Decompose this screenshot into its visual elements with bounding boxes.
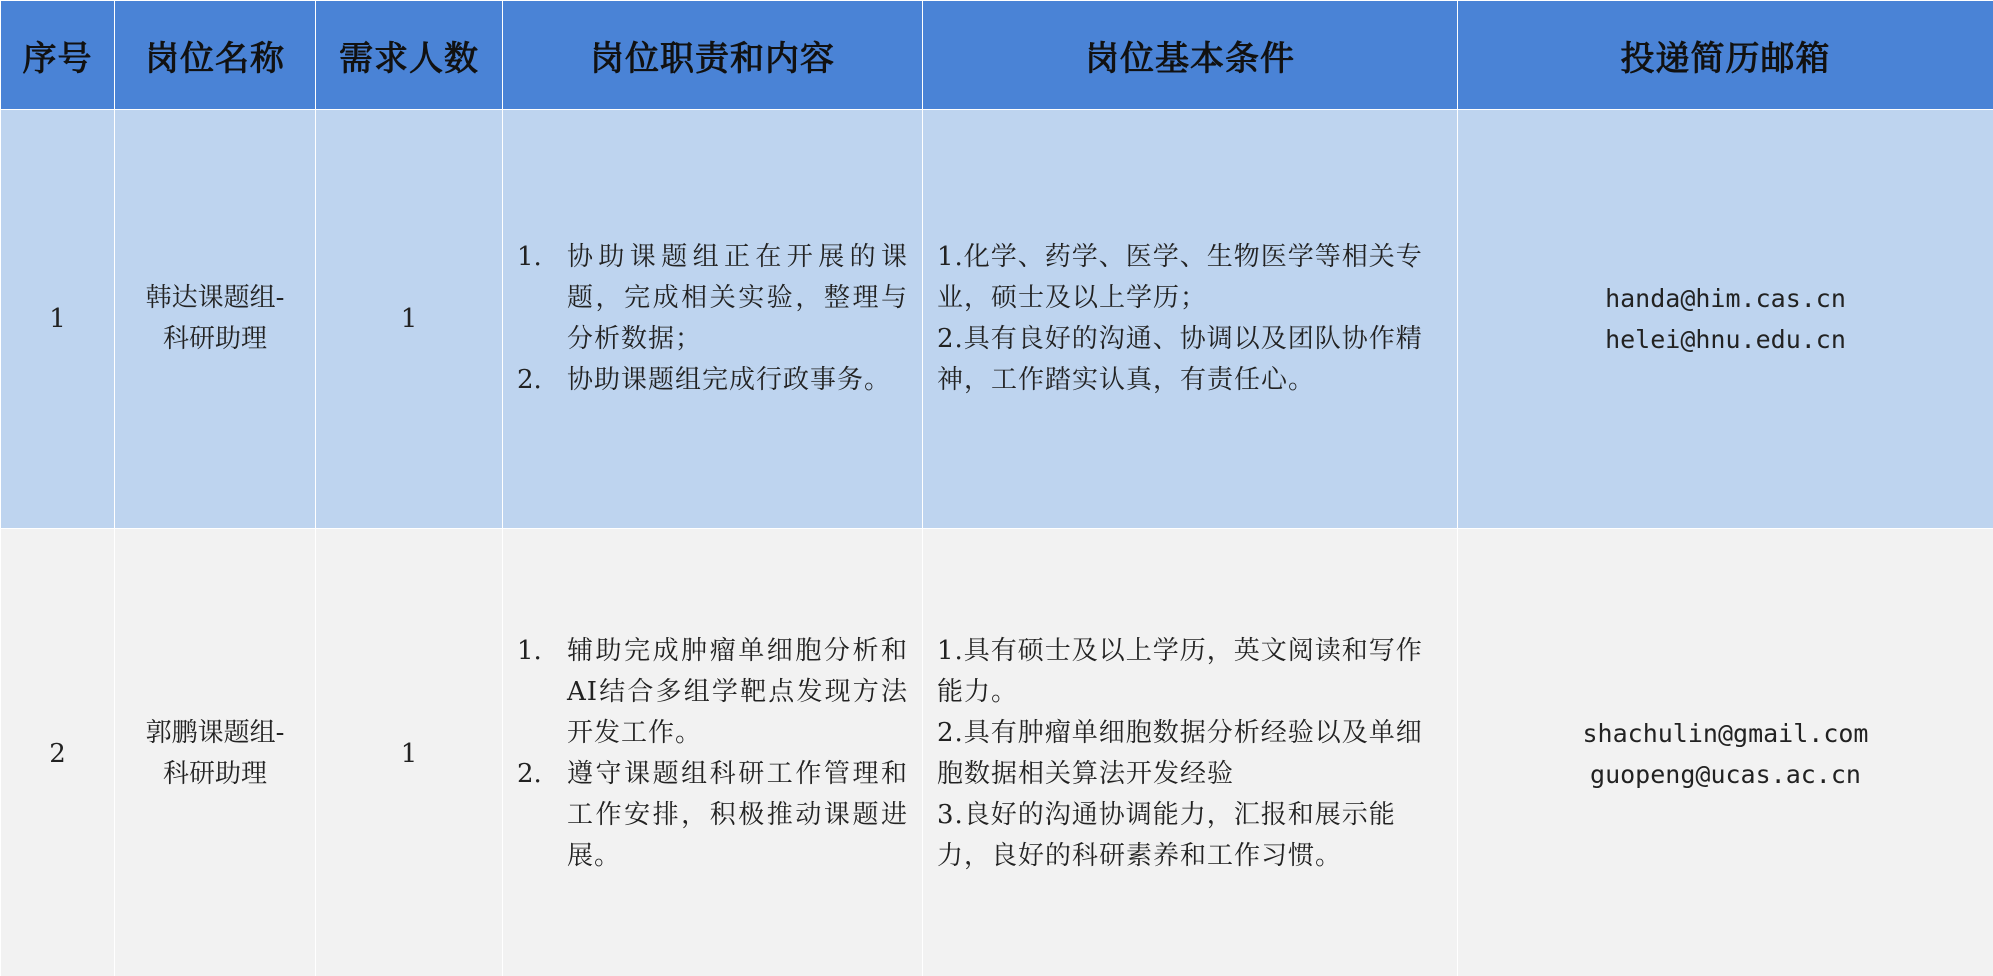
requirements-cell xyxy=(923,529,1458,976)
email-link[interactable]: handa@him.cas.cn xyxy=(1605,284,1846,313)
duty-number: 1. xyxy=(517,636,542,666)
headcount: 1 xyxy=(316,529,503,976)
header-email: 投递简历邮箱 xyxy=(1458,1,1993,110)
table-row xyxy=(1,529,1993,976)
duty-item xyxy=(517,360,908,401)
position-name xyxy=(115,529,316,976)
requirements-cell xyxy=(923,110,1458,529)
duty-number: 1. xyxy=(517,242,542,272)
headcount: 1 xyxy=(316,110,503,529)
duty-text: 协助课题组正在开展的课题，完成相关实验，整理与分析数据； xyxy=(567,242,908,354)
duty-text: 遵守课题组科研工作管理和工作安排，积极推动课题进展。 xyxy=(567,759,908,871)
position-name-line2: 科研助理 xyxy=(162,324,267,354)
duty-text: 协助课题组完成行政事务。 xyxy=(567,365,892,395)
requirement-item: 3.良好的沟通协调能力，汇报和展示能力，良好的科研素养和工作习惯。 xyxy=(937,800,1396,871)
email-cell xyxy=(1458,110,1993,529)
duty-text: 辅助完成肿瘤单细胞分析和AI结合多组学靶点发现方法开发工作。 xyxy=(567,636,908,748)
header-requirements: 岗位基本条件 xyxy=(923,1,1458,110)
header-index: 序号 xyxy=(1,1,115,110)
table-header-row xyxy=(1,1,1993,110)
table-row xyxy=(1,110,1993,529)
position-name-line1: 郭鹏课题组- xyxy=(145,718,285,748)
email-link[interactable]: guopeng@ucas.ac.cn xyxy=(1590,760,1861,789)
header-position-name: 岗位名称 xyxy=(115,1,316,110)
duty-item xyxy=(517,754,908,877)
requirement-item: 1.具有硕士及以上学历，英文阅读和写作能力。 xyxy=(937,636,1423,707)
requirement-item: 1.化学、药学、医学、生物医学等相关专业，硕士及以上学历； xyxy=(937,242,1423,313)
requirement-item: 2.具有良好的沟通、协调以及团队协作精神，工作踏实认真，有责任心。 xyxy=(937,324,1423,395)
email-cell xyxy=(1458,529,1993,976)
header-duties: 岗位职责和内容 xyxy=(503,1,923,110)
duties-cell xyxy=(503,529,923,976)
duty-item xyxy=(517,631,908,754)
row-index: 1 xyxy=(1,110,115,529)
email-link[interactable]: shachulin@gmail.com xyxy=(1582,719,1869,748)
email-link[interactable]: helei@hnu.edu.cn xyxy=(1605,325,1846,354)
position-name-line1: 韩达课题组- xyxy=(145,283,285,313)
row-index: 2 xyxy=(1,529,115,976)
header-headcount: 需求人数 xyxy=(316,1,503,110)
duties-list xyxy=(503,237,922,401)
requirement-item: 2.具有肿瘤单细胞数据分析经验以及单细胞数据相关算法开发经验 xyxy=(937,718,1423,789)
duties-cell xyxy=(503,110,923,529)
duty-number: 2. xyxy=(517,759,542,789)
position-name-line2: 科研助理 xyxy=(162,759,267,789)
duty-number: 2. xyxy=(517,365,542,395)
duty-item xyxy=(517,237,908,360)
duties-list xyxy=(503,631,922,877)
position-name xyxy=(115,110,316,529)
